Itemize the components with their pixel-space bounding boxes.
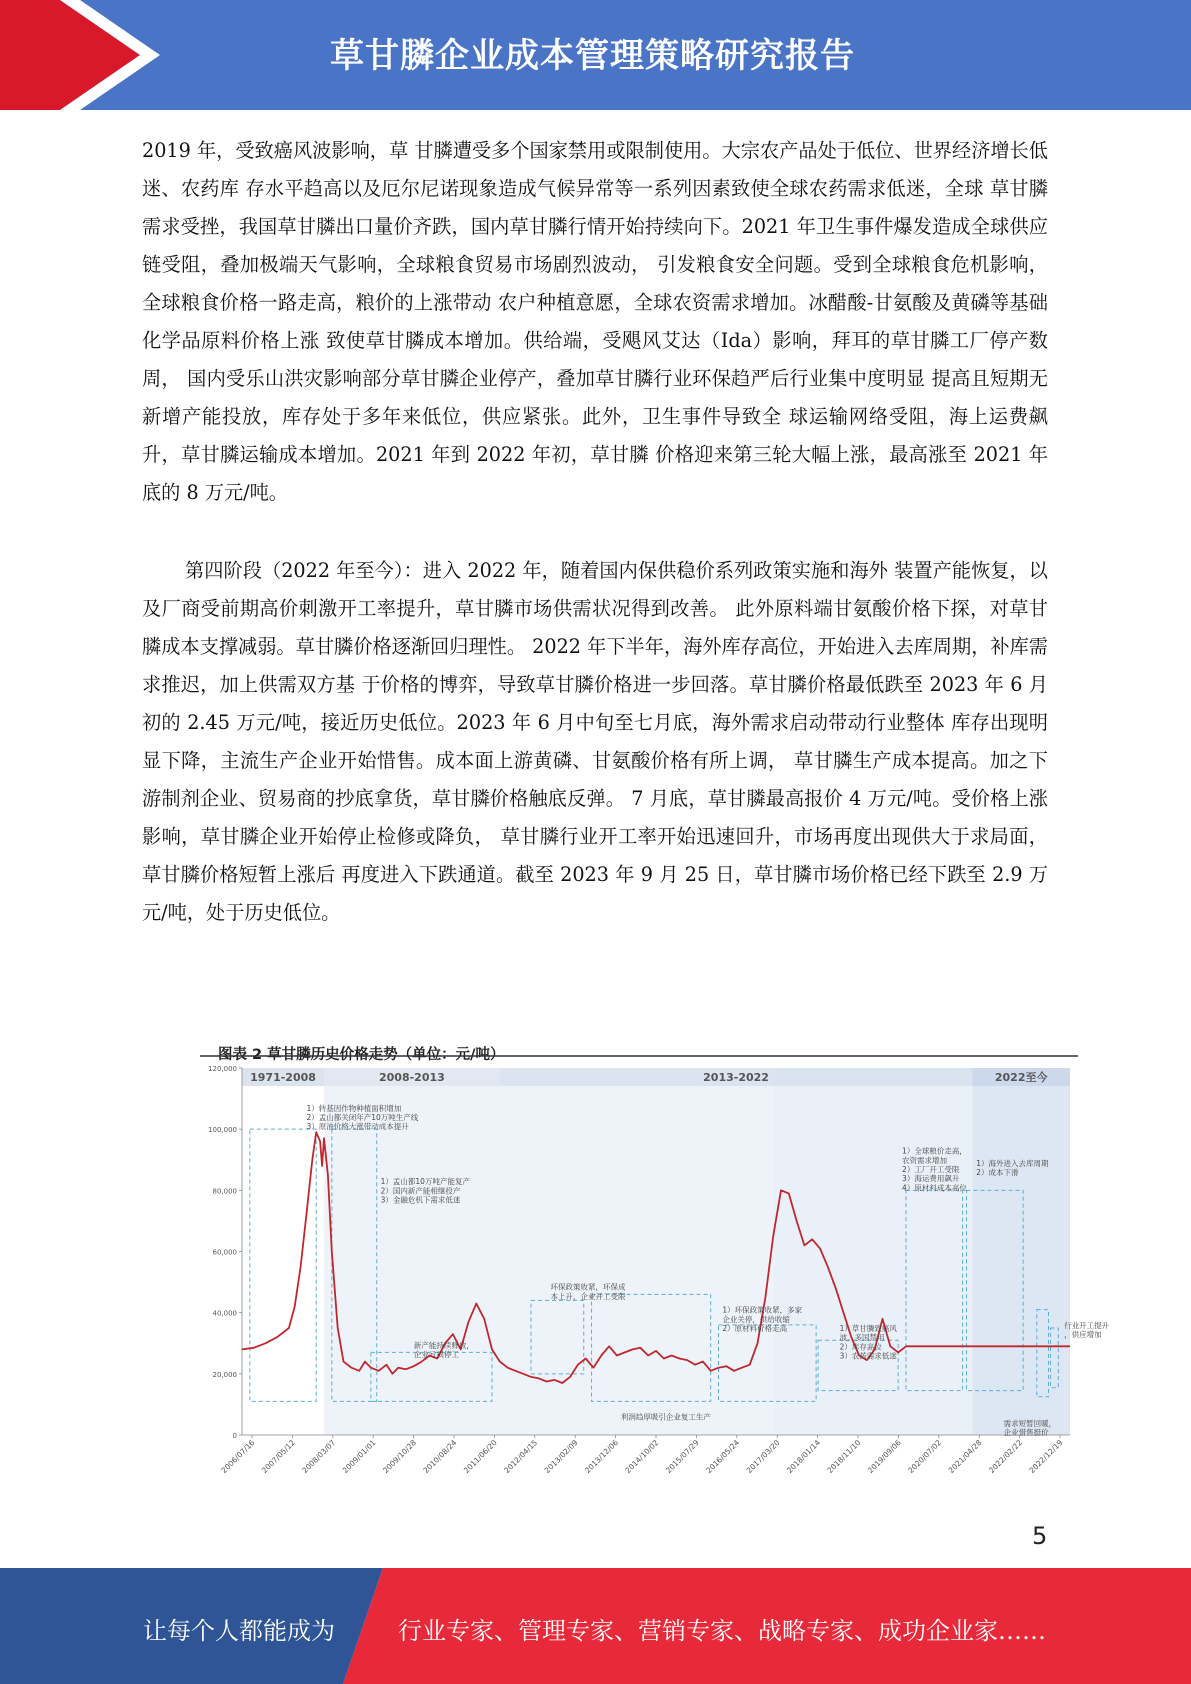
footer-slogan-right: 行业专家、管理专家、营销专家、战略专家、成功企业家…… <box>398 1617 1046 1645</box>
chart-annotation: 行业开工提升 <box>1064 1320 1110 1330</box>
x-tick-label: 2018/11/10 <box>825 1438 863 1475</box>
y-tick-label: 120,000 <box>208 1065 237 1073</box>
chart-annotation: 本上升，企业开工受限 <box>550 1291 626 1301</box>
x-tick-label: 2013/02/09 <box>542 1438 580 1475</box>
chart-annotation: 2）成本下滑 <box>976 1168 1019 1178</box>
chart-annotation: 2）工厂开工受限 <box>902 1164 960 1174</box>
chart-annotation: 企业亏损停工 <box>413 1350 459 1360</box>
y-tick-label: 40,000 <box>212 1309 237 1318</box>
chart-annotation: 4）原材料成本高位 <box>902 1183 967 1193</box>
x-tick-label: 2016/05/24 <box>704 1438 742 1475</box>
x-tick-label: 2011/06/20 <box>461 1438 499 1475</box>
page-footer <box>0 1568 1191 1684</box>
chart-annotation: 1）草甘膦致癌风 <box>839 1324 897 1334</box>
y-tick-label: 60,000 <box>212 1248 237 1257</box>
y-tick-label: 80,000 <box>212 1187 237 1196</box>
chart-annotation: 1）全球粮价走高， <box>902 1146 967 1156</box>
period-2022-now-label: 2022至今 <box>994 1071 1048 1084</box>
chart-title: 图表 2 草甘膦历史价格走势（单位：元/吨） <box>218 1047 505 1063</box>
chart-annotation: 利润趋厚吸引企业复工生产 <box>620 1412 711 1422</box>
period-2008-2013-label: 2008-2013 <box>378 1071 445 1084</box>
chart-annotation: 企业关停，供给收缩 <box>722 1314 790 1324</box>
x-tick-label: 2009/10/28 <box>381 1438 419 1475</box>
x-tick-label: 2006/07/16 <box>219 1438 257 1475</box>
x-tick-label: 2008/03/07 <box>300 1438 338 1475</box>
chart-annotation: 需求短暂回暖， <box>1003 1418 1057 1428</box>
chart-annotation: 2）孟山都关闭年产10万吨生产线 <box>306 1112 419 1122</box>
period-2022-now-band <box>972 1068 1070 1435</box>
chart-annotation: 2）原材料价格走高 <box>722 1324 788 1334</box>
x-tick-label: 2018/01/14 <box>785 1438 823 1475</box>
chart-annotation: 农资需求增加 <box>902 1155 948 1165</box>
chart-annotation: 波，多国禁用 <box>839 1333 885 1343</box>
chart-annotation: 3）农药需求低迷 <box>839 1351 897 1361</box>
page-title: 草甘膦企业成本管理策略研究报告 <box>330 36 855 76</box>
chart-annotation: 2）库存高位 <box>839 1342 882 1352</box>
chart-annotation: 1）孟山都10万吨产能复产 <box>380 1177 470 1187</box>
x-tick-label: 2017/03/20 <box>744 1438 782 1475</box>
chart-annotation: ，供应增加 <box>1064 1330 1102 1340</box>
chart-annotation: 新产能持续释放， <box>413 1340 474 1350</box>
x-tick-label: 2009/01/01 <box>340 1438 378 1475</box>
paragraph-stage-three: 2019 年，受致癌风波影响，草 甘膦遭受多个国家禁用或限制使用。大宗农产品处于低位、世界经济增长低迷、农药库 存水平趋高以及厄尔尼诺现象造成气候异常等一系列因素致使全球农药需求低迷，全球 草甘膦需求受挫，我国草甘膦出口量价齐跌，国内草甘膦行情开始持续向下。2021 年卫生事件爆发造成全球供应链受阻，叠加极端天气影响，全球粮食贸易市场剧烈波动， 引发粮食安全问题。受到全球粮食危机影响，全球粮食价格一路走高，粮价的上涨带动 农户种植意愿，全球农资需求增加。冰醋酸-甘氨酸及黄磷等基础化学品原料价格上涨 致使草甘膦成本增加。供给端，受飓风艾达（Ida）影响，拜耳的草甘膦工厂停产数周， 国内受乐山洪灾影响部分草甘膦企业停产，叠加草甘膦行业环保趋严后行业集中度明显 提高且短期无新增产能投放，库存处于多年来低位，供应紧张。此外，卫生事件导致全 球运输网络受阻，海上运费飙升，草甘膦运输成本增加。2021 年到 2022 年初，草甘膦 价格迎来第三轮大幅上涨，最高涨至 2021 年底的 8 万元/吨。 <box>142 139 1048 504</box>
chart-annotation: 环保政策收紧，环保成 <box>550 1282 626 1292</box>
page-header <box>0 0 1191 110</box>
y-tick-label: 20,000 <box>212 1370 237 1379</box>
x-tick-label: 2022/02/22 <box>987 1438 1025 1475</box>
y-tick-label: 0 <box>232 1432 237 1440</box>
period-2013-2022-band <box>773 1068 972 1435</box>
x-tick-label: 2015/07/29 <box>663 1438 701 1475</box>
chart-annotation: 3）原油价格大涨带动成本提升 <box>306 1122 409 1132</box>
chart-annotation: 2）国内新产能相继投产 <box>380 1186 461 1196</box>
x-tick-label: 2019/09/06 <box>865 1438 903 1475</box>
x-tick-label: 2010/08/24 <box>421 1438 459 1475</box>
chart-annotation: 1）转基因作物种植面积增加 <box>306 1103 402 1113</box>
x-tick-label: 2014/10/02 <box>623 1438 661 1475</box>
x-tick-label: 2020/07/02 <box>906 1438 944 1475</box>
chart-annotation: 企业惜售挺价 <box>1003 1428 1049 1437</box>
chart-annotation: 1）环保政策收紧，多家 <box>722 1305 803 1315</box>
period-2013-2022-label: 2013-2022 <box>703 1071 769 1084</box>
x-tick-label: 2012/04/15 <box>502 1438 540 1475</box>
page-number: 5 <box>1032 1522 1048 1550</box>
footer-slogan-left: 让每个人都能成为 <box>143 1617 335 1645</box>
x-tick-label: 2013/12/06 <box>583 1438 621 1475</box>
header-chevron-decoration <box>0 0 160 110</box>
x-tick-label: 2021/04/28 <box>946 1438 984 1475</box>
y-tick-label: 100,000 <box>208 1126 237 1135</box>
paragraph-stage-four: 第四阶段（2022 年至今）：进入 2022 年，随着国内保供稳价系列政策实施和海外 装置产能恢复，以及厂商受前期高价刺激开工率提升，草甘膦市场供需状况得到改善。 此外原料端甘氨酸价格下探，对草甘膦成本支撑减弱。草甘膦价格逐渐回归理性。 2022 年下半年，海外库存高位，开始进入去库周期，补库需求推迟，加上供需双方基 于价格的博弈，导致草甘膦价格进一步回落。草甘膦价格最低跌至 2023 年 6 月初的 2.45 万元/吨，接近历史低位。2023 年 6 月中旬至七月底，海外需求启动带动行业整体 库存出现明显下降，主流生产企业开始惜售。成本面上游黄磷、甘氨酸价格有所上调， 草甘膦生产成本提高。加之下游制剂企业、贸易商的抄底拿货，草甘膦价格触底反弹。 7 月底，草甘膦最高报价 4 万元/吨。受价格上涨影响，草甘膦企业开始停止检修或降负， 草甘膦行业开工率开始迅速回升，市场再度出现供大于求局面，草甘膦价格短暂上涨后 再度进入下跌通道。截至 2023 年 9 月 25 日，草甘膦市场价格已经下跌至 2.9 万元/吨，处于历史低位。 <box>142 559 1048 924</box>
chart-annotation: 3）金融危机下需求低迷 <box>380 1195 461 1205</box>
price-history-chart <box>200 1040 1110 1490</box>
chart-annotation: 1）海外进入去库周期 <box>976 1158 1049 1168</box>
x-tick-label: 2022/12/19 <box>1027 1438 1065 1475</box>
chart-annotation: 3）海运费用飙升 <box>902 1174 960 1184</box>
period-1971-2008-label: 1971-2008 <box>250 1071 316 1084</box>
x-tick-label: 2007/05/12 <box>259 1438 297 1475</box>
